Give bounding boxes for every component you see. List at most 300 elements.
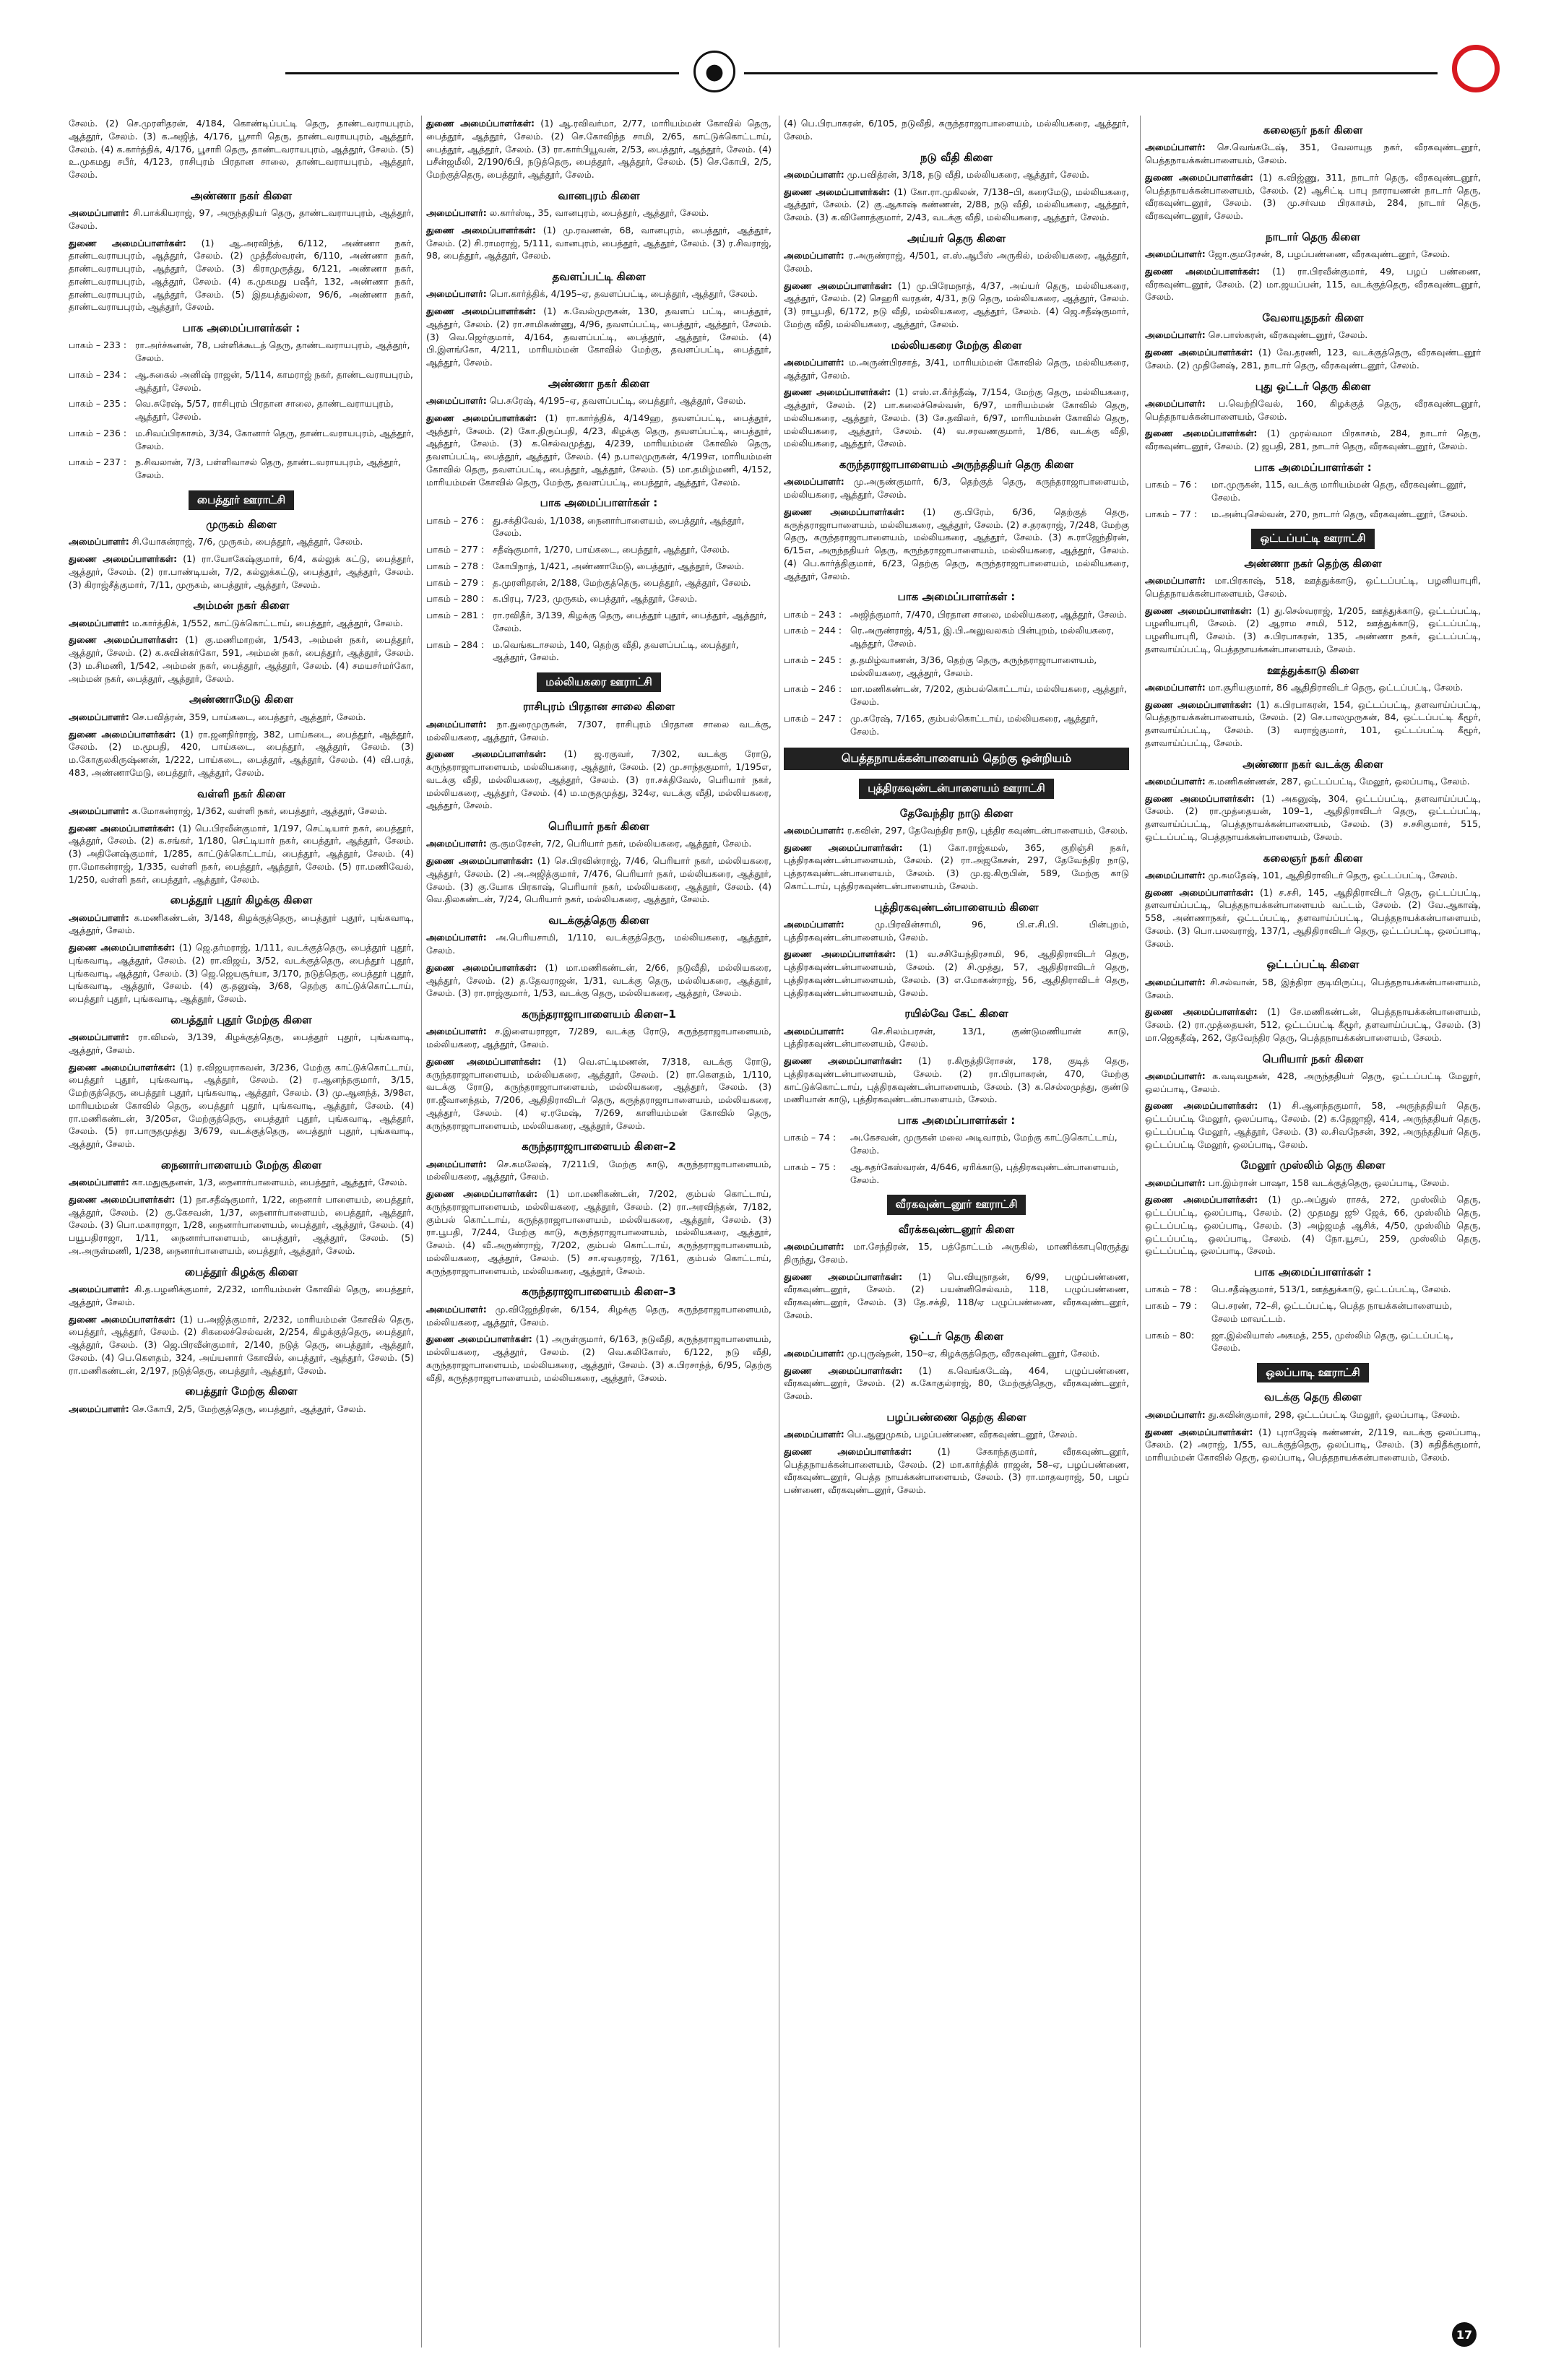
section-heading: ரயில்வே கேட் கிளை (904, 1007, 1008, 1021)
role-label: துணை அமைப்பாளர்கள்: (1145, 605, 1253, 616)
role-label: அமைப்பாளர்: (1145, 397, 1206, 409)
member-entry (784, 1240, 1129, 1266)
member-entry (426, 748, 772, 812)
entry-text: (1) கோ.ரா.முகிலன், 7/138–பி, கரைமேடு, மல்லியகரை, ஆத்தூர், சேலம். (2) கு.ஆகாஷ் கண்ணன், 2/88, நடு வீதி, மல்லியகரை, ஆத்தூர், சேலம். (3) க.வினோத்குமார், 2/43, வடக்கு வீதி, மல்லியகரை, ஆத்தூர், சேலம். (784, 186, 1129, 223)
entry-text: மு.பிரவின்சாமி, 96, பி.எ.சி.பி. பின்புறம், புத்திரகவுண்டன்பாளையம், சேலம். (784, 918, 1129, 943)
section-heading: அண்ணா நகர் கிளை (548, 376, 650, 390)
member-entry (1145, 1099, 1481, 1151)
booth-row (1145, 1299, 1481, 1325)
member-entry (1145, 698, 1481, 750)
entry-text: மு.சுமதேஷ், 101, ஆதிதிராவிடர் தெரு, ஒட்டப்பட்டி, சேலம். (1208, 869, 1458, 880)
entry-text: ம.கார்த்திக், 1/552, காட்டுக்கொட்டாய், பைத்தூர், ஆத்தூர், சேலம். (131, 617, 403, 628)
section-heading: அண்ணா நகர் கிளை (190, 189, 293, 202)
entry-text: (1) பெ.பிரவீன்குமார், 1/197, செட்டியார் நகர், பைத்தூர், ஆத்தூர், சேலம். (2) க.சங்கர், 1/180, செட்டியார் நகர், பைத்தூர், ஆத்தூர், சேலம். (3) அதினேஷ்குமார், 1/285, காட்டுக்கொட்டாய், பைத்தூர், ஆத்தூர், சேலம். (4) ரா.மோகன்ராஜ், 1/335, வள்ளி நகர், பைத்தூர், ஆத்தூர், சேலம். (5) ரா.மணிவேல், 1/250, வள்ளி நகர், பைத்தூர், ஆத்தூர், சேலம். (69, 822, 414, 885)
section-heading: முருகம் கிளை (206, 518, 277, 532)
booth-value: ஆ.சுகைல் அனிஷ் ராஜன், 5/114, காமராஜ் நகர், தாண்டவராயபுரம், ஆத்தூர், சேலம். (135, 368, 413, 393)
booth-label: பாகம் – 281 : (426, 610, 485, 621)
booth-value: த.தமிழ்வாணன், 3/36, தெற்கு தெரு, கருந்தராஜாபாளையம், மல்லியகரை, ஆத்தூர், சேலம். (850, 654, 1097, 678)
role-label: துணை அமைப்பாளர்கள்: (784, 1271, 903, 1282)
union-banner: பெத்தநாயக்கன்பாளையம் தெற்கு ஒன்றியம் (784, 748, 1129, 770)
entry-text: (1) ர.கிருத்திரோசன், 178, குடித் தெரு, புத்திரகவுண்டன்பாளையம், சேலம். (2) ரா.பிரபாகரன், 470, மேற்கு காட்டுக்கொட்டாய், புத்திரகவுண்டன்பாளையம், சேலம். (3) க.செல்லமுத்து, குண்டு மணியான் காடு, புத்திரகவுண்டன்பாளையம், சேலம். (784, 1055, 1129, 1105)
booth-value: பெ.சதீஷ்குமார், 513/1, ஊத்துக்காடு, ஒட்டப்பட்டி, சேலம். (1211, 1284, 1451, 1295)
panchayat-banner: ஒலப்பாடி ஊராட்சி (1257, 1363, 1369, 1382)
section-heading: தவளப்பட்டி கிளை (552, 270, 646, 284)
entry-text: (1) நா.சதீஷ்குமார், 1/22, நைனார் பாளையம், பைத்தூர், ஆத்தூர், சேலம். (2) கு.கேசவன், 1/37, நைனார்பாளையம், பைத்தூர், ஆத்தூர், சேலம். (3) பொ.மகாராஜா, 1/28, நைனார்பாளையம், பைத்தூர், ஆத்தூர், சேலம். (4) பயூபதிராஜா, 1/11, நைனார்பாளையம், பைத்தூர், ஆத்தூர், சேலம். (5) அ.அருள்மணி, 1/238, நைனார்பாளையம், பைத்தூர், ஆத்தூர், சேலம். (69, 1193, 414, 1256)
entry-text: மா.சேந்திரன், 15, பத்தோட்டம் அருகில், மாணிக்காபுரெருத்து திருந்து, சேலம். (784, 1241, 1129, 1265)
entry-text: (1) ரா.கார்த்திக், 4/149ஹ, தவளப்பட்டி, பைத்தூர், ஆத்தூர், சேலம். (2) கோ.திருப்பதி, 4/23, கிழக்கு தெரு, தவளப்பட்டி, பைத்தூர், ஆத்தூர், சேலம். (3) க.செல்வமுத்து, 4/239, மாரியம்மன் கோவில் தெரு, தவளப்பட்டி, பைத்தூர், ஆத்தூர், சேலம். (4) ந.பாலமுருகன், 4/199எ, மாரியம்மன் கோவில் தெரு, தவளப்பட்டி, பைத்தூர், ஆத்தூர், சேலம். (5) மா.தமிழ்மணி, 4/152, மாரியம்மன் கோவில் தெரு, மேற்கு, தவளப்பட்டி, பைத்தூர், ஆத்தூர், சேலம். (426, 412, 772, 488)
section-heading: தேவேந்திர நாடு கிளை (899, 806, 1013, 820)
entry-text: (1) க.பிரபாகரன், 154, ஒட்டப்பட்டி, தளவாய்ப்பட்டி, பெத்தநாயக்கன்பாளையம், சேலம். (2) செ.பாலமுருகன், 84, ஒட்டப்பட்டி கீழூர், தளவாய்ப்பட்டி, சேலம். (3) வராஜ்குமார், 101, ஒட்டப்பட்டி கீழூர், தளவாய்ப்பட்டி, சேலம். (1145, 698, 1481, 748)
panchayat-banner: புத்திரகவுண்டன்பாளையம் ஊராட்சி (859, 779, 1054, 798)
booth-row (1145, 508, 1481, 521)
member-entry (69, 1313, 414, 1377)
entry-text: (1) ஜ.ரகுவர், 7/302, வடக்கு ரோடு, கருந்தராஜாபாளையம், மல்லியகரை, ஆத்தூர், சேலம். (2) மு.சாந்தகுமார், 1/195எ, வடக்கு வீதி, மல்லியகரை, ஆத்தூர், சேலம். (3) ரா.சக்திவேல், பெரியார் நகர், மல்லியகரை, ஆத்தூர், சேலம். (4) ம.மருதமுத்து, 324ஏ, வடக்கு வீதி, மல்லியகரை, ஆத்தூர், சேலம். (426, 748, 772, 811)
member-entry (1145, 681, 1481, 694)
entry-text: கி.த.பழனிக்குமார், 2/232, மாரியம்மன் கோவில் தெரு, பைத்தூர், ஆத்தூர், சேலம். (69, 1284, 414, 1307)
booth-row (784, 1131, 1129, 1157)
member-entry (1145, 346, 1481, 372)
role-label: அமைப்பாளர்: (1145, 1177, 1206, 1188)
booth-row (69, 427, 414, 453)
role-label: துணை அமைப்பாளர்கள்: (1145, 428, 1258, 439)
entry-text: பொ.கார்த்திக், 4/195–ஏ, தவளப்பட்டி, பைத்தூர், ஆத்தூர், சேலம். (489, 288, 758, 300)
booth-value: பெ.சரண், 72–சி, ஒட்டப்பட்டி, பெத்த நாயக்கன்பாளையம், சேலம் மாவட்டம். (1211, 1300, 1453, 1324)
section-heading: அம்மன் நகர் கிளை (193, 599, 290, 613)
member-entry (784, 475, 1129, 501)
member-entry (426, 854, 772, 906)
entry-text: (1) ச.சசி, 145, ஆதிதிராவிடர் தெரு, ஒட்டப்பட்டி, தளவாய்ப்பட்டி, பெத்தநாயக்கன்பாளையம் வட்டம், சேலம். (2) வே.ஆகாஷ், 558, அண்ணாநகர், ஒட்டப்பட்டி, தளவாய்ப்பட்டி, பெத்தநாயக்கன்பாளையம், சேலம். (3) பொ.பலவராஜ், 137/1, ஆதிதிராவிடர் தெரு, ஒட்டப்பட்டி, ஒலப்பாடி, சேலம். (1145, 886, 1481, 949)
entry-text: சி.பாக்கியராஜ், 97, அருந்ததியர் தெரு, தாண்டவராயபுரம், ஆத்தூர், சேலம். (69, 207, 414, 231)
entry-text: (1) பெ.வியுநாதன், 6/99, பழுப்பண்ணை, வீரகவுண்டனூர், சேலம். (2) பயன்னிசெல்வம், 118, பழுப்பண்ணை, வீரகவுண்டனூர், சேலம். (3) தே.சக்தி, 118/ஏ பழுப்பண்ணை, வீரகவுண்டனூர், சேலம். (784, 1271, 1129, 1320)
section-heading: பாக அமைப்பாளர்கள் : (1254, 460, 1372, 474)
column-3 (784, 116, 1129, 2347)
role-label: அமைப்பாளர்: (69, 711, 129, 722)
member-entry (1145, 869, 1481, 882)
booth-label: பாகம் – 279 : (426, 576, 485, 588)
booth-row (69, 368, 414, 394)
section-heading: ஒட்டர் தெரு கிளை (909, 1329, 1004, 1343)
booth-label: பாகம் – 77 : (1145, 508, 1198, 519)
section-heading: கருந்தராஜாபாளையம் கிளை–1 (522, 1008, 676, 1021)
entry-text: (1) ரா.பிரவீன்குமார், 49, பழப் பண்ணை, வீரகவுண்டனூர், சேலம். (2) மா.ஜயப்பன், 115, வடக்குத்தெரு, வீரகவுண்டனூர், சேலம். (1145, 265, 1481, 303)
role-label: துணை அமைப்பாளர்கள்: (784, 841, 903, 853)
booth-value: ஆ.சுதர்கேஸ்வரன், 4/646, ஏரிக்காடு, புத்திரகவுண்டன்பாளையம், சேலம். (850, 1161, 1119, 1185)
booth-row (1145, 1283, 1481, 1296)
entry-text: (1) முரல்வமா பிரகாசம், 284, நாடார் தெரு, வீரகவுண்டனூர், சேலம். (2) ஜபதி, 281, நாடார் தெரு, வீரகவுண்டனூர், சேலம். (1145, 428, 1481, 452)
booth-value: ம.வெங்கடாசலம், 140, தெற்கு வீதி, தவளப்பட்டி, பைத்தூர், ஆத்தூர், சேலம். (493, 639, 739, 663)
booth-row (426, 514, 772, 540)
member-entry (426, 1055, 772, 1133)
entry-text: (1) வெ.எட்டிமணன், 7/318, வடக்கு ரோடு, கருந்தராஜாபாளையம், மல்லியகரை, ஆத்தூர், சேலம். (2) ரா.கௌதம், 1/110, வடக்கு ரோடு, கருந்தராஜாபாளையம், மல்லியகரை, ஆத்தூர், சேலம். (3) ரா.ஜீவானந்தம், 7/206, ஆதிதிராவிடர் தெரு, கருந்தராஜாபாளையம், மல்லியகரை, ஆத்தூர், சேலம். (4) ஏ.ரமேஷ், 7/269, காளியம்மன் கோவில் தெரு, கருந்தராஜாபாளையம், மல்லியகரை, ஆத்தூர், சேலம். (426, 1055, 772, 1131)
member-entry (69, 1061, 414, 1151)
member-entry (69, 117, 414, 181)
section-heading: வடக்குத்தெரு கிளை (548, 914, 649, 927)
role-label: அமைப்பாளர்: (1145, 575, 1206, 587)
booth-row (426, 543, 772, 556)
role-label: அமைப்பாளர்: (1145, 1408, 1206, 1420)
member-entry (784, 1364, 1129, 1403)
role-label: அமைப்பாளர்: (426, 838, 487, 849)
member-entry (69, 553, 414, 591)
entry-text: மு.விஜேந்திரன், 6/154, கிழக்கு தெரு, கருந்தராஜாபாளையம், மல்லியகரை, ஆத்தூர், சேலம். (426, 1303, 772, 1328)
member-entry (69, 1176, 414, 1189)
role-label: துணை அமைப்பாளர்கள்: (784, 1055, 903, 1067)
section-heading: அய்யர் தெரு கிளை (907, 231, 1006, 245)
member-entry (784, 918, 1129, 944)
booth-row (69, 339, 414, 365)
role-label: அமைப்பாளர்: (784, 1429, 844, 1440)
role-label: அமைப்பாளர்: (784, 918, 844, 930)
section-heading: பைத்தூர் புதூர் கிழக்கு கிளை (170, 893, 313, 907)
role-label: துணை அமைப்பாளர்கள்: (69, 634, 178, 646)
member-entry (426, 1303, 772, 1329)
role-label: அமைப்பாளர்: (426, 207, 487, 219)
section-heading: வள்ளி நகர் கிளை (197, 787, 285, 800)
section-heading: மல்லியகரை மேற்கு கிளை (891, 338, 1022, 352)
entry-text: சி.சல்வான், 58, இந்திரா குடியிருப்பு, பெத்தநாயக்கன்பாளையம், சேலம். (1145, 976, 1481, 1000)
role-label: அமைப்பாளர்: (784, 1241, 844, 1252)
member-entry (69, 1403, 414, 1416)
booth-label: பாகம் – 280 : (426, 593, 485, 605)
booth-value: ரா.அர்ச்சுனன், 78, பள்ளிக்கூடத் தெரு, தாண்டவராயபுரம், ஆத்தூர், சேலம். (135, 339, 410, 364)
member-entry (69, 912, 414, 938)
entry-text: மு.அருண்குமார், 6/3, தெற்குத் தெரு, கருந்தராஜாபாளையம், மல்லியகரை, ஆத்தூர், சேலம். (784, 476, 1129, 501)
section-heading: ஊத்துக்காடு கிளை (1266, 663, 1360, 677)
booth-value: மா.முருகன், 115, வடக்கு மாரியம்மன் தெரு, வீரகவுண்டனூர், சேலம். (1211, 479, 1466, 503)
entry-text: (1) புராஜேஷ் கண்ணன், 2/119, வடக்கு ஒலப்பாடி, சேலம். (2) அராஜ், 1/55, வடக்குத்தெரு, ஒலப்பாடி, சேலம். (3) சுதிதீக்குமார், மாரியம்மன் கோவில் தெரு, ஒலப்பாடி, பெத்தநாயக்கன்பாளையம், சேலம். (1145, 1426, 1481, 1463)
entry-text: சேலம். (2) செ.முரளிதரன், 4/184, கொண்டிப்பட்டி தெரு, தாண்டவராயபுரம், ஆத்தூர், சேலம். (3) க.அஜித், 4/176, பூசாரி தெரு, தாண்டவராயபுரம், ஆத்தூர், சேலம். (4) க.கார்த்திக், 4/176, பூசாரி தெரு, தாண்டவராயபுரம், ஆத்தூர், சேலம். (5) உ.முகமது சபீர், 4/123, ராசிபுரம் பிரதான சாலை, தாண்டவராயபுரம், ஆத்தூர், சேலம். (69, 118, 414, 180)
member-entry (426, 837, 772, 850)
entry-text: க.வடிவழகன், 428, அருந்ததியர் தெரு, ஒட்டப்பட்டி மேலூர், ஒலப்பாடி, சேலம். (1145, 1070, 1481, 1094)
member-entry (426, 287, 772, 300)
section-heading: அண்ணாமேடு கிளை (189, 693, 294, 706)
role-label: துணை அமைப்பாளர்கள்: (1145, 698, 1253, 710)
booth-label: பாகம் – 247 : (784, 712, 842, 724)
role-label: அமைப்பாளர்: (784, 356, 844, 368)
booth-value: அ.கேசவன், முருகன் மலை அடிவாரம், மேற்கு காட்டுகொட்டாய், சேலம். (850, 1132, 1118, 1156)
section-heading: வானபுரம் கிளை (558, 189, 640, 202)
booth-value: ந.சிவலான், 7/3, பள்ளிவாசல் தெரு, தாண்டவராயபுரம், ஆத்தூர், சேலம். (135, 456, 401, 481)
booth-value: ம.சிவப்பிரகாசம், 3/34, கோனார் தெரு, தாண்டவராயபுரம், ஆத்தூர், சேலம். (135, 427, 414, 451)
member-entry (784, 948, 1129, 999)
member-entry (1145, 574, 1481, 600)
entry-text: (4) பெ.பிரபாகரன், 6/105, நடுவீதி, கருந்தராஜாபாளையம், மல்லியகரை, ஆத்தூர், சேலம். (784, 118, 1129, 142)
member-entry (784, 824, 1129, 837)
entry-text: நா.துரைமுருகன், 7/307, ராசிபுரம் பிரதான சாலை வடக்கு, மல்லியகரை, ஆத்தூர், சேலம். (426, 718, 772, 743)
section-heading: பாக அமைப்பாளர்கள் : (897, 1114, 1016, 1128)
section-heading: கருந்தராஜாபாளையம் கிளை–2 (522, 1140, 676, 1154)
booth-label: பாகம் – 75 : (784, 1161, 837, 1172)
entry-text: (1) க.வேல்முருகன், 130, தவளப் பட்டி, பைத்தூர், ஆத்தூர், சேலம். (2) ரா.சாமிகண்ணு, 4/96, தவளப்பட்டி, பைத்தூர், ஆத்தூர், சேலம். (3) வெ.ஜெர்குமார், 4/164, தவளப்பட்டி, பைத்தூர், ஆத்தூர், சேலம். (4) பி.இளங்கோ, 4/211, மாரியம்மன் கோவில் மேற்கு, தவளப்பட்டி, பைத்தூர், ஆத்தூர், சேலம். (426, 306, 772, 368)
booth-row (1145, 1329, 1481, 1355)
entry-text: (1) து.செல்வராஜ், 1/205, ஊத்துக்காடு, ஒட்டப்பட்டி, பழனியாபுரி, சேலம். (2) ஆராம சாமி, 512, ஊத்துக்காடு, ஒட்டப்பட்டி, பழனியாபுரி, சேலம். (3) சு.பிரபாகரன், 135, அண்ணா நகர், ஒட்டப்பட்டி, தளவாய்ப்பட்டி, பெத்தநாயக்கன்பாளையம், சேலம். (1145, 605, 1481, 654)
role-label: அமைப்பாளர்: (426, 932, 487, 943)
entry-text: க.மணிகண்டன், 3/148, கிழக்குத்தெரு, பைத்தூர் புதூர், புங்கவாடி, ஆத்தூர், சேலம். (69, 912, 414, 936)
section-heading: பாக அமைப்பாளர்கள் : (182, 321, 301, 335)
role-label: துணை அமைப்பாளர்கள்: (1145, 1194, 1258, 1206)
member-entry (69, 237, 414, 314)
booth-value: ம.அன்புசெல்வன், 270, நாடார் தெரு, வீரகவுண்டனூர், சேலம். (1211, 508, 1469, 519)
member-entry (1145, 397, 1481, 423)
booth-value: ரெ.அருண்ராஜ், 4/51, இ.பி.அலுவலகம் பின்புறம், மல்லியகரை, ஆத்தூர், சேலம். (850, 625, 1115, 649)
role-label: துணை அமைப்பாளர்கள்: (426, 306, 537, 317)
entry-text: செ.வெங்கடேஷ், 351, வேலாயுத நகர், வீரகவுண்டனூர், பெத்தநாயக்கன்பாளையம், சேலம். (1145, 142, 1481, 166)
section-heading: ராசிபுரம் பிரதான சாலை கிளை (522, 700, 675, 714)
entry-text: (1) மு.பிரேமநாத், 4/37, அய்யர் தெரு, மல்லியகரை, ஆத்தூர், சேலம். (2) செஹரி வரதன், 4/31, நடு தெரு, மல்லியகரை, ஆத்தூர், சேலம். (3) ராபூபதி, 6/172, நடு வீதி, மல்லியகரை, ஆத்தூர், சேலம். (4) ஜெ.சதீஷ்குமார், மேற்கு வீதி, மல்லியகரை, ஆத்தூர், சேலம். (784, 280, 1129, 329)
entry-text: சி.யோகன்ராஜ், 7/6, முருகம், பைத்தூர், ஆத்தூர், சேலம். (131, 536, 363, 548)
role-label: துணை அமைப்பாளர்கள்: (426, 961, 537, 973)
role-label: அமைப்பாளர்: (426, 718, 487, 730)
role-label: அமைப்பாளர்: (784, 824, 844, 836)
entry-text: மு.புருஷ்தன், 150–ஏ, கிழக்குத்தெரு, வீரகவுண்டனூர், சேலம். (847, 1347, 1100, 1359)
member-entry (69, 711, 414, 724)
role-label: அமைப்பாளர்: (784, 250, 844, 261)
panchayat-banner: ஒட்டப்பட்டி ஊராட்சி (1251, 529, 1374, 548)
entry-text: (1) எஸ்.எ.கீர்த்தீஷ், 7/154, மேற்கு தெரு, மல்லியகரை, ஆத்தூர், சேலம். (2) பா.கலைச்செல்வன், 6/97, மாரியம்மன் கோவில் தெரு, மல்லியகரை, ஆத்தூர், சேலம். (3) சே.தவிலர், 6/97, மாரியம்மன் கோவில் தெரு, மல்லியகரை, ஆத்தூர், சேலம். (4) வ.சரவணகுமார், 1/86, வடக்கு வீதி, மல்லியகரை, ஆத்தூர், சேலம். (784, 386, 1129, 449)
entry-text: மு.பவித்ரன், 3/18, நடு வீதி, மல்லியகரை, ஆத்தூர், சேலம். (847, 168, 1089, 180)
member-entry (784, 356, 1129, 382)
role-label: துணை அமைப்பாளர்கள்: (426, 855, 533, 867)
section-heading: நாடார் தெரு கிளை (1266, 230, 1360, 243)
role-label: துணை அமைப்பாளர்கள்: (69, 1313, 176, 1325)
booth-value: மா.மணிகண்டன், 7/202, கும்பல்கொட்டாய், மல்லியகரை, ஆத்தூர், சேலம். (850, 683, 1127, 708)
entry-text: (1) சே.மணிகண்டன், பெத்தநாயக்கன்பாளையம், சேலம். (2) ரா.முத்தையன், 512, ஒட்டப்பட்டி கீழூர், தளவாய்ப்பட்டி, சேலம். (3) மா.ஜெகதீஷ், 262, தேவேந்திர தெரு, பெத்தநாயக்கன்பாளையம், சேலம். (1145, 1006, 1481, 1043)
booth-value: கோபிநாத், 1/421, அண்ணாமேடு, பைத்தூர், ஆத்தூர், சேலம். (493, 560, 745, 571)
member-entry (426, 1025, 772, 1051)
section-heading: வேலாயுதநகர் கிளை (1262, 311, 1364, 325)
member-entry (1145, 329, 1481, 342)
entry-text: ஜோ.குமரேசன், 8, பழப்பண்ணை, வீரகவுண்டனூர், சேலம். (1208, 248, 1451, 260)
booth-value: ஜா.இல்லியாஸ் அகமத், 255, முஸ்லிம் தெரு, ஒட்டப்பட்டி, சேலம். (1211, 1329, 1454, 1354)
entry-text: செ.பவித்ரன், 359, பாய்கடை, பைத்தூர், ஆத்தூர், சேலம். (131, 711, 366, 722)
booth-row (426, 576, 772, 589)
member-entry (1145, 427, 1481, 453)
member-entry (784, 186, 1129, 224)
column-1 (69, 116, 414, 2347)
booth-label: பாகம் – 276 : (426, 514, 485, 526)
entry-text: அ.பெரியசாமி, 1/110, வடக்குத்தெரு, மல்லியகரை, ஆத்தூர், சேலம். (426, 932, 772, 956)
role-label: துணை அமைப்பாளர்கள்: (1145, 265, 1261, 277)
role-label: அமைப்பாளர்: (784, 1025, 844, 1037)
entry-text: (1) ப.அஜித்குமார், 2/232, மாரியம்மன் கோவில் தெரு, பைத்தூர், ஆத்தூர், சேலம். (2) சிகலைச்செல்வன், 2/254, கிழக்குத்தெரு, பைத்தூர், ஆத்தூர், சேலம். (3) ஜெ.பிரவீன்குமார், 2/140, நடுத் தெரு, பைத்தூர், ஆத்தூர், சேலம். (4) பெ.கௌதம், 324, அய்யனார் கோவில், பைத்தூர், ஆத்தூர், சேலம். (5) ரா.மணிகண்டன், 2/197, நடுத்தெரு, பைத்தூர், ஆத்தூர், சேலம். (69, 1313, 414, 1376)
entry-text: (1) செ.பிரவின்ராஜ், 7/46, பெரியார் நகர், மல்லியகரை, ஆத்தூர், சேலம். (2) அ.அஜித்குமார், 7/476, பெரியார் நகர், மல்லியகரை, ஆத்தூர், சேலம். (3) கு.யோக பிரகாஷ், பெரியார் நகர், மல்லியகரை, ஆத்தூர், சேலம். (4) வெ.திலகண்டன், 7/24, பெரியார் நகர், மல்லியகரை, ஆத்தூர், சேலம். (426, 855, 772, 905)
member-entry (69, 1031, 414, 1057)
member-entry (1145, 265, 1481, 303)
entry-text: செ.கமலேஷ், 7/211பி, மேற்கு காடு, கருந்தராஜாபாளையம், மல்லியகரை, ஆத்தூர், சேலம். (426, 1158, 772, 1182)
entry-text: (1) வ.சசியேந்திரசாமி, 96, ஆதிதிராவிடர் தெரு, புத்திரகவுண்டன்பாளையம், சேலம். (2) சி.முத்து, 57, ஆதிதிராவிடர் தெரு, புத்திரகவுண்டன்பாளையம், சேலம். (3) எ.மோகன்ராஜ், 56, ஆதிதிராவிடர் தெரு, புத்திரகவுண்டன்பாளையம், சேலம். (784, 948, 1129, 998)
role-label: அமைப்பாளர்: (69, 617, 129, 628)
column-2 (426, 116, 772, 2347)
role-label: அமைப்பாளர்: (1145, 681, 1206, 693)
member-entry (1145, 1005, 1481, 1044)
booth-value: ரா.ரவிதீர், 3/139, கிழக்கு தெரு, பைத்தூர் புதூர், பைத்தூர், ஆத்தூர், சேலம். (493, 610, 767, 633)
booth-value: வெ.சுரேஷ், 5/57, ராசிபுரம் பிரதான சாலை, தாண்டவராயபுரம், ஆத்தூர், சேலம். (135, 398, 394, 423)
entry-text: செ.கோபி, 2/5, மேற்குத்தெரு, பைத்தூர், ஆத்தூர், சேலம். (131, 1403, 366, 1414)
role-label: அமைப்பாளர்: (426, 1026, 487, 1037)
role-label: துணை அமைப்பாளர்கள்: (69, 822, 176, 834)
member-entry (1145, 171, 1481, 222)
entry-text: (1) மா.மணிகண்டன், 7/202, கும்பல் கொட்டாய், கருந்தராஜாபாளையம், மல்லியகரை, ஆத்தூர், சேலம். (2) ரா.அரவிந்தன், 7/182, கும்பல் கொட்டாய், கருந்தராஜாபாளையம், மல்லியகரை, ஆத்தூர், சேலம். (3) ரா.பூபதி, 7/244, மேற்கு காடு, கருந்தராஜாபாளையம், மல்லியகரை, ஆத்தூர், சேலம். (4) வீ.அருண்ராஜ், 7/202, கும்பல் கொட்டாய், கருந்தராஜாபாளையம், மல்லியகரை, ஆத்தூர், சேலம். (5) சா.ஏவதராஜ், 7/161, கும்பல் கொட்டாய், கருந்தராஜாபாளையம், மல்லியகரை, ஆத்தூர், சேலம். (426, 1188, 772, 1276)
role-label: துணை அமைப்பாளர்கள்: (426, 224, 536, 235)
entry-text: பெ.ஆனுமுகம், பழப்பண்ணை, வீரகவுண்டனூர், சேலம். (847, 1429, 1078, 1440)
section-heading: பெரியார் நகர் கிளை (1262, 1052, 1364, 1065)
panchayat-banner: பைத்தூர் ஊராட்சி (189, 490, 294, 510)
member-entry (1145, 1408, 1481, 1421)
booth-label: பாகம் – 277 : (426, 544, 485, 555)
role-label: அமைப்பாளர்: (426, 1303, 487, 1315)
section-heading: கருந்தராஜாபாளையம் கிளை–3 (522, 1285, 676, 1299)
booth-label: பாகம் – 79 : (1145, 1300, 1198, 1312)
booth-row (784, 1161, 1129, 1187)
member-entry (784, 841, 1129, 893)
member-entry (69, 617, 414, 630)
member-entry (784, 1428, 1129, 1441)
role-label: துணை அமைப்பாளர்கள்: (69, 553, 178, 565)
role-label: துணை அமைப்பாளர்கள்: (69, 1193, 176, 1205)
section-heading: பெரியார் நகர் கிளை (548, 820, 649, 834)
booth-label: பாகம் – 235 : (69, 398, 127, 410)
member-entry (1145, 141, 1481, 167)
role-label: துணை அமைப்பாளர்கள்: (1145, 347, 1253, 358)
header-rule-right (744, 72, 1438, 74)
role-label: துணை அமைப்பாளர்கள்: (426, 1333, 532, 1345)
member-entry (784, 117, 1129, 143)
booth-label: பாகம் – 278 : (426, 560, 485, 571)
panchayat-banner: மல்லியகரை ஊராட்சி (537, 672, 661, 692)
member-entry (784, 1347, 1129, 1360)
member-entry (1145, 1426, 1481, 1464)
panchayat-banner: வீரகவுண்டனூர் ஊராட்சி (887, 1195, 1026, 1214)
column-divider (1140, 116, 1141, 2347)
member-entry (784, 506, 1129, 583)
role-label: துணை அமைப்பாளர்கள்: (784, 948, 896, 960)
entry-text: (1) ரா.ஜனநிர்ராஜ், 382, பாய்கடை, பைத்தூர், ஆத்தூர், சேலம். (2) ம.மூபதி, 420, பாய்கடை, பைத்தூர், ஆத்தூர், சேலம். (3) ம.கோகுலகிருஷ்ணன், 1/222, பாய்கடை, பைத்தூர், ஆத்தூர், சேலம். (4) வி.பரத், 483, அண்ணாமேடு, பைத்தூர், ஆத்தூர், சேலம். (69, 728, 414, 778)
member-entry (69, 1283, 414, 1309)
entry-text: ம.அருண்பிரசாத், 3/41, மாரியம்மன் கோவில் தெரு, மல்லியகரை, ஆத்தூர், சேலம். (784, 356, 1129, 381)
role-label: துணை அமைப்பாளர்கள்: (1145, 886, 1254, 898)
member-entry (1145, 1070, 1481, 1096)
member-entry (426, 961, 772, 1000)
booth-value: து.சக்திவேல், 1/1038, நைனார்பாளையம், பைத்தூர், ஆத்தூர், சேலம். (493, 514, 745, 539)
section-heading: நைனார்பாளையம் மேற்கு கிளை (160, 1158, 322, 1172)
entry-text: ச.இளையராஜா, 7/289, வடக்கு ரோடு, கருந்தராஜாபாளையம், மல்லியகரை, ஆத்தூர், சேலம். (426, 1026, 772, 1050)
red-circle-icon (1452, 45, 1500, 92)
role-label: துணை அமைப்பாளர்கள்: (69, 942, 176, 953)
section-heading: வடக்கு தெரு கிளை (1264, 1390, 1362, 1404)
entry-text: (1) அருள்குமார், 6/163, நடுவீதி, கருந்தராஜாபாளையம், மல்லியகரை, ஆத்தூர், சேலம். (2) வெ.கலிகோஸ், 6/122, நடு வீதி, கருந்தராஜாபாளையம், மல்லியகரை, ஆத்தூர், சேலம். (3) க.பிரசாந்த், 6/95, தெற்கு வீதி, கருந்தராஜாபாளையம், மல்லியகரை, ஆத்தூர், சேலம். (426, 1333, 772, 1383)
entry-text: (1) அகனுஷ், 304, ஒட்டப்பட்டி, தளவாய்ப்பட்டி, சேலம். (2) ரா.முத்தையன், 109–1, ஆதிதிராவிடர் தெரு, ஒட்டப்பட்டி, தளவாய்ப்பட்டி, பெத்தநாயக்கன்பாளையம், சேலம். (3) ச.சசிகுமார், 515, ஒட்டப்பட்டி, பெத்தநாயக்கன்பாளையம், சேலம். (1145, 792, 1481, 842)
role-label: அமைப்பாளர்: (1145, 869, 1206, 880)
entry-text: மா.பிரகாஷ், 518, ஊத்துக்காடு, ஒட்டப்பட்டி, பழனியாபுரி, பெத்தநாயக்கன்பாளையம், சேலம். (1145, 575, 1481, 599)
booth-row (426, 592, 772, 605)
entry-text: ரா.விமல், 3/139, கிழக்குத்தெரு, பைத்தூர் புதூர், புங்கவாடி, ஆத்தூர், சேலம். (69, 1031, 414, 1055)
column-4 (1145, 116, 1481, 2347)
entry-text: ப.வெற்றிவேல், 160, கிழக்குத் தெரு, வீரகவுண்டனூர், பெத்தநாயக்கன்பாளையம், சேலம். (1145, 397, 1481, 422)
member-entry (426, 394, 772, 407)
entry-text: (1) கோ.ராஜ்கமல், 365, குறிஞ்சி நகர், புத்திரகவுண்டன்பாளையம், சேலம். (2) ரா.அஜகேசன், 297, தேவேந்திர நாடு, புத்தரகவுண்டன்பாளையம், சேலம். (3) மு.ஜ.கிருபின், 589, மேற்கு காடு கொட்டாய், புத்திரகவுண்டன்பாளையம், சேலம். (784, 841, 1129, 891)
booth-row (784, 712, 1129, 738)
member-entry (426, 224, 772, 262)
booth-value: சதீஷ்குமார், 1/270, பாய்கடை, பைத்தூர், ஆத்தூர், சேலம். (493, 544, 730, 555)
entry-text: மா.சூரியகுமார், 86 ஆதிதிராவிடர் தெரு, ஒட்டப்பட்டி, சேலம். (1208, 681, 1464, 693)
member-entry (69, 728, 414, 779)
role-label: துணை அமைப்பாளர்கள்: (784, 386, 891, 398)
member-entry (1145, 1193, 1481, 1258)
section-heading: பாக அமைப்பாளர்கள் : (1254, 1265, 1372, 1279)
booth-label: பாகம் – 245 : (784, 654, 842, 665)
booth-value: அஜித்குமார், 7/470, பிரதான சாலை, மல்லியகரை, ஆத்தூர், சேலம். (850, 608, 1127, 620)
member-entry (69, 941, 414, 1005)
booth-row (784, 683, 1129, 709)
entry-text: பா.இம்ரான் பாஷா, 158 வடக்குத்தெரு, ஒலப்பாடி, சேலம். (1208, 1177, 1450, 1188)
member-entry (784, 1025, 1129, 1051)
member-entry (1145, 792, 1481, 844)
entry-text: (1) ஆ.அரவிந்த், 6/112, அண்ணா நகர், தாண்டவராயபுரம், ஆத்தூர், சேலம். (2) முத்தீஸ்வரன், 6/110, அண்ணா நகர், தாண்டவராயபுரம், ஆத்தூர், சேலம். (3) கிராமுருத்து, 6/121, அண்ணா நகர், தாண்டவராயபுரம், ஆத்தூர், சேலம். (4) க.முகமது பஷீர், 132, அண்ணா நகர், தாண்டவராயபுரம், ஆத்தூர், சேலம். (5) இதயத்துல்லா, 96/6, அண்ணா நகர், தாண்டவராயபுரம், ஆத்தூர், சேலம். (69, 237, 414, 313)
section-heading: அண்ணா நகர் வடக்கு கிளை (1242, 757, 1383, 771)
entry-text: கா.மதுசூதனன், 1/3, நைனார்பாளையம், பைத்தூர், ஆத்தூர், சேலம். (131, 1177, 407, 1188)
entry-text: செ.பாஸ்கரன், வீரகவுண்டனூர், சேலம். (1208, 329, 1368, 341)
role-label: அமைப்பாளர்: (1145, 775, 1206, 787)
member-entry (69, 535, 414, 548)
entry-text: ர.அருண்ராஜ், 4/501, எ.ஸ்.ஆபீஸ் அருகில், மல்லியகரை, ஆத்தூர், சேலம். (784, 250, 1129, 274)
section-heading: பைத்தூர் கிழக்கு கிளை (184, 1265, 298, 1278)
member-entry (426, 718, 772, 744)
role-label: அமைப்பாளர்: (69, 1177, 129, 1188)
entry-text: (1) மா.மணிகண்டன், 2/66, நடுவீதி, மல்லியகரை, ஆத்தூர், சேலம். (2) த.தேவராஜன், 1/31, வடக்கு தெரு, மல்லியகரை, ஆத்தூர், சேலம். (3) ரா.ராஜ்குமார், 1/53, வடக்கு தெரு, மல்லியகரை, ஆத்தூர், சேலம். (426, 961, 772, 999)
booth-label: பாகம் – 78 : (1145, 1284, 1198, 1295)
entry-text: (1) கு.மணிமாறன், 1/543, அம்மன் நகர், பைத்தூர், ஆத்தூர், சேலம். (2) க.சுவின்கர்கோ, 591, அம்மன் நகர், பைத்தூர், ஆத்தூர், சேலம். (3) ம.சிமணி, 1/542, அம்மன் நகர், பைத்தூர், ஆத்தூர், சேலம். (4) சமயசர்மர்கோ, அம்மன் நகர், பைத்தூர், ஆத்தூர், சேலம். (69, 634, 414, 684)
booth-row (69, 456, 414, 482)
member-entry (784, 386, 1129, 450)
booth-value: த.முரளிதரன், 2/188, மேற்குத்தெரு, பைத்தூர், ஆத்தூர், சேலம். (493, 576, 751, 588)
role-label: அமைப்பாளர்: (426, 288, 487, 300)
role-label: அமைப்பாளர்: (784, 476, 844, 488)
role-label: அமைப்பாளர்: (426, 1158, 487, 1169)
section-heading: புது ஒட்டர் தெரு கிளை (1255, 379, 1371, 393)
section-heading: பைத்தூர் மேற்கு கிளை (185, 1385, 298, 1398)
member-entry (784, 168, 1129, 181)
member-entry (784, 1055, 1129, 1106)
member-entry (784, 1271, 1129, 1322)
booth-row (784, 624, 1129, 650)
section-heading: நடு வீதி கிளை (920, 150, 993, 164)
member-entry (426, 1158, 772, 1184)
role-label: துணை அமைப்பாளர்கள்: (426, 118, 535, 129)
booth-row (426, 639, 772, 665)
booth-label: பாகம் – 284 : (426, 639, 485, 650)
entry-text: (1) ர.விஜயராகவன், 3/236, மேற்கு காட்டுக்கொட்டாய், பைத்தூர் புதூர், புங்கவாடி, ஆத்தூர், சேலம். (2) ர.ஆனந்தகுமார், 3/15, மேற்குத்தெரு, பைத்தூர் புதூர், புங்கவாடி, ஆத்தூர், சேலம். (3) மு.ஆனந்த், 3/98எ, மாரியம்மன் கோவில் தெரு, பைத்தூர் புதூர், புங்கவாடி, ஆத்தூர், சேலம். (4) ரா.மணிகண்டன், 3/205எ, மேற்குத்தெரு, பைத்தூர் புதூர், புங்கவாடி, ஆத்தூர், சேலம். (5) ரா.பாருதமுத்து 3/679, வடக்குத்தெரு, பைத்தூர் புதூர், புங்கவாடி, ஆத்தூர், சேலம். (69, 1061, 414, 1150)
section-heading: கலைஞர் நகர் கிளை (1263, 124, 1363, 137)
member-entry (426, 1187, 772, 1277)
member-entry (1145, 1177, 1481, 1190)
role-label: அமைப்பாளர்: (784, 168, 844, 180)
role-label: துணை அமைப்பாளர்கள்: (784, 506, 905, 517)
page-number: 17 (1452, 2322, 1477, 2347)
role-label: துணை அமைப்பாளர்கள்: (784, 280, 892, 291)
role-label: அமைப்பாளர்: (69, 1403, 129, 1414)
role-label: துணை அமைப்பாளர்கள்: (1145, 1006, 1258, 1018)
role-label: துணை அமைப்பாளர்கள்: (1145, 1426, 1253, 1437)
role-label: அமைப்பாளர்: (1145, 142, 1206, 153)
section-heading: பழப்பண்ணை தெற்கு கிளை (886, 1410, 1026, 1424)
role-label: அமைப்பாளர்: (69, 207, 129, 219)
member-entry (784, 249, 1129, 275)
entry-text: (1) சி.ஆனந்தகுமார், 58, அருந்ததியர் தெரு, ஒட்டப்பட்டி மேலூர், ஒலப்பாடி, சேலம். (2) க.தேஜாஜி, 414, அருந்ததியர் தெரு, ஒட்டப்பட்டி மேலூர், ஆத்தூர், சேலம். (3) ல.சிவநேசன், 392, அருந்ததியர் தெரு, ஒட்டப்பட்டி மேலூர், ஒலப்பாடி, சேலம். (1145, 1100, 1481, 1150)
section-heading: அண்ணா நகர் தெற்கு கிளை (1244, 556, 1382, 570)
booth-row (426, 609, 772, 635)
booth-row (784, 608, 1129, 621)
booth-label: பாகம் – 233 : (69, 339, 127, 351)
